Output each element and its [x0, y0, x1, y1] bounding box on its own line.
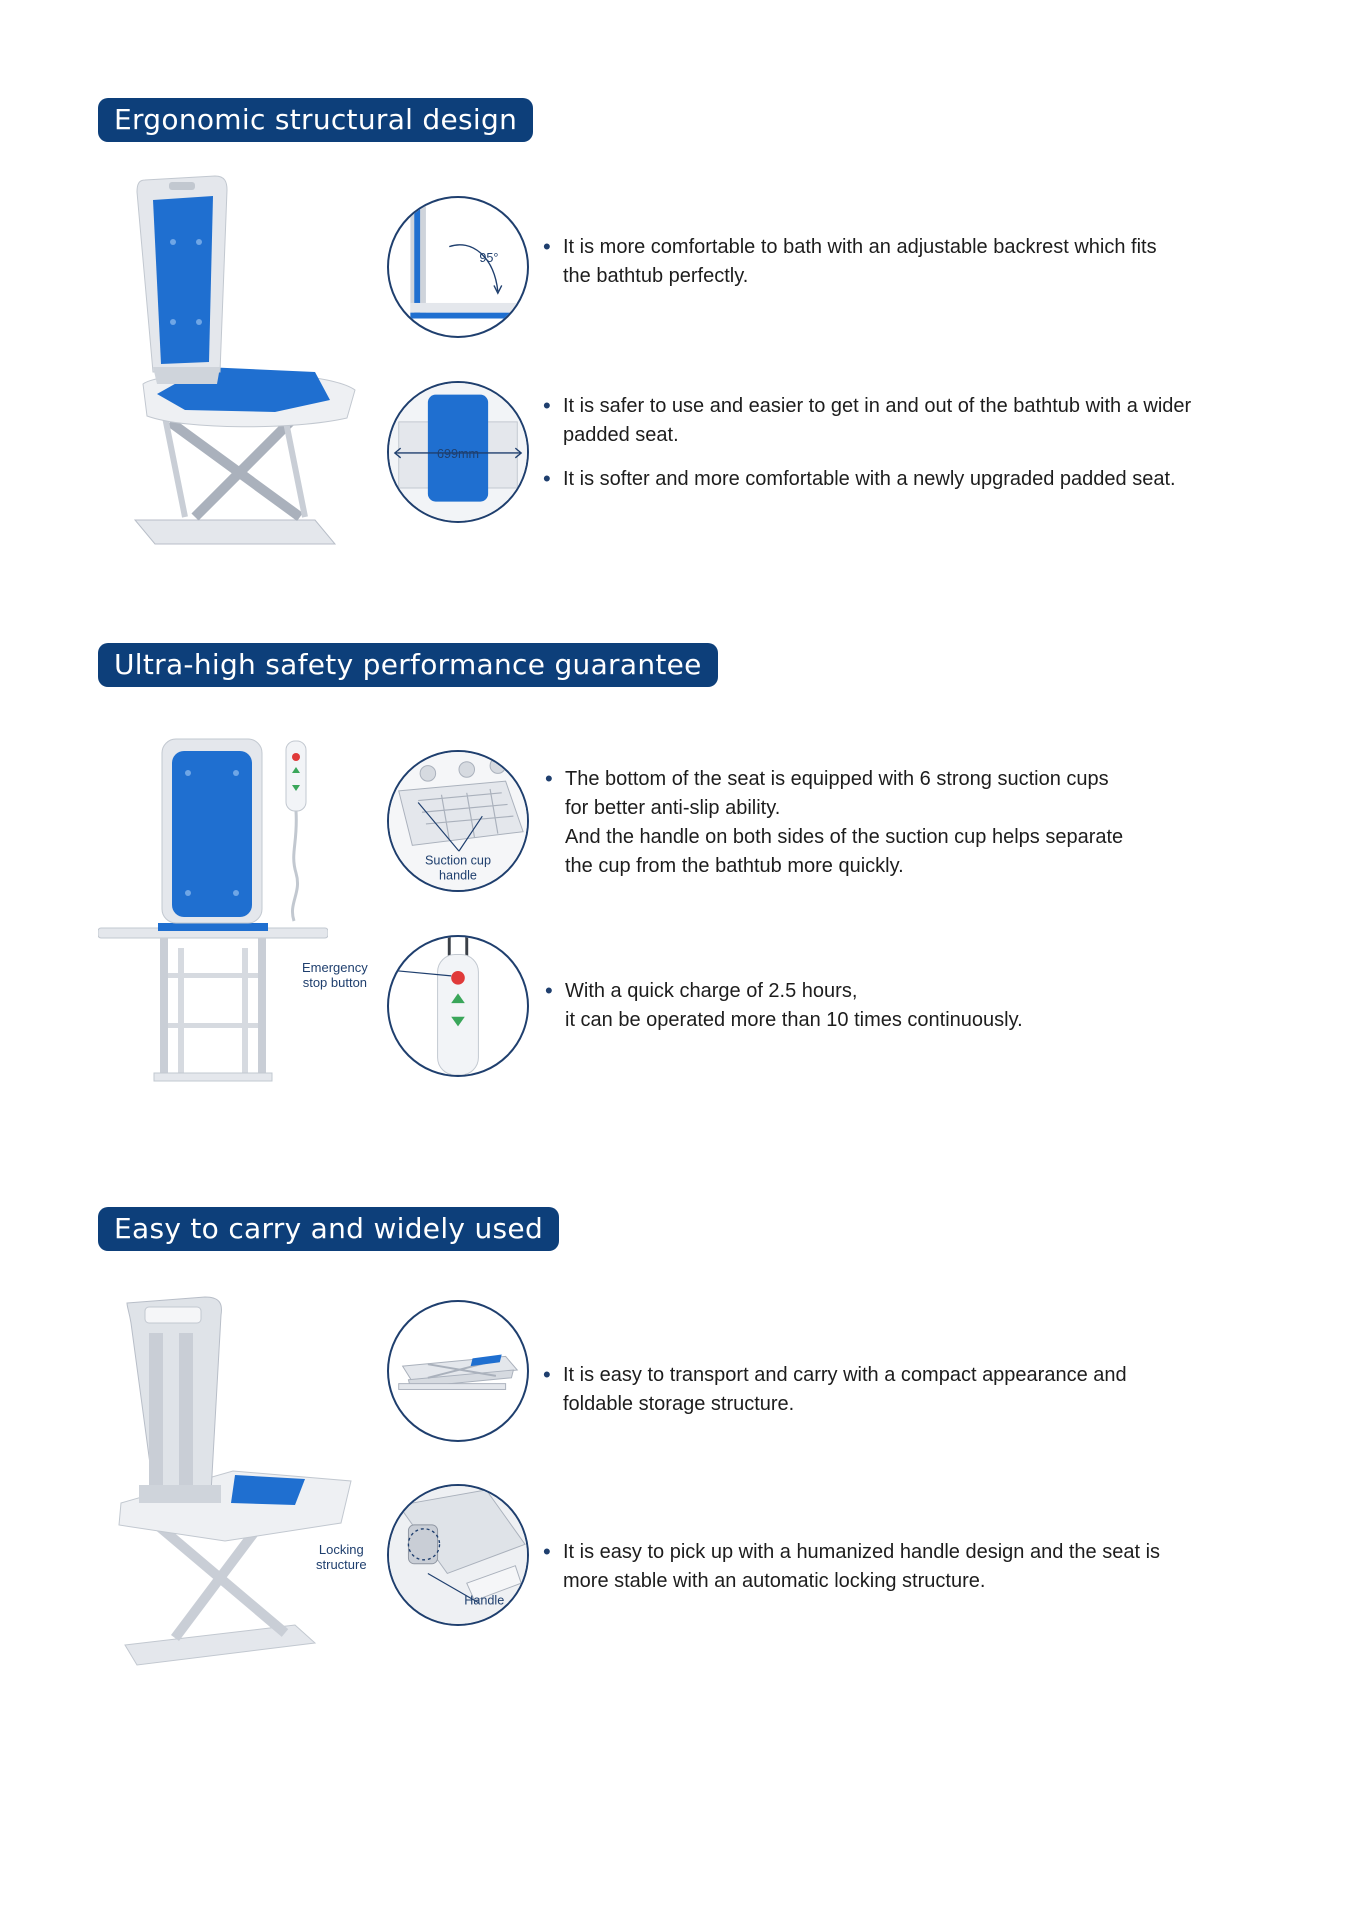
bath-lift-chair-side-image [125, 172, 360, 552]
feature-bullet: • It is softer and more comfortable with a newly upgraded padded seat. [543, 465, 1303, 494]
feature-bullet: • It is easy to transport and carry with a compact appearance and foldable storage structure. [543, 1361, 1303, 1419]
bath-lift-chair-front-image [98, 733, 328, 1085]
seat-width-detail-circle [387, 381, 529, 523]
feature-list-suction [545, 765, 1285, 896]
feature-bullet: • It is more comfortable to bath with an adjustable backrest which fits the bathtub perfectly. [543, 233, 1283, 291]
emergency-stop-callout: Emergency stop button [302, 960, 368, 990]
width-label: 699mm [436, 446, 480, 461]
feature-list-backrest [543, 233, 1283, 306]
feature-list-portable [543, 1361, 1303, 1434]
section-title-safety: Ultra-high safety performance guarantee [98, 643, 718, 687]
feature-bullet: • It is safer to use and easier to get in and out of the bathtub with a wider padded seat. [543, 392, 1303, 450]
backrest-angle-detail-circle [387, 196, 529, 338]
feature-bullet: • It is easy to pick up with a humanized handle design and the seat is more stable with an automatic locking structure. [543, 1538, 1303, 1596]
handle-label: Handle [464, 1593, 505, 1608]
handle-lock-detail-circle [387, 1484, 529, 1626]
feature-bullet: • With a quick charge of 2.5 hours, it can be operated more than 10 times continuously. [545, 977, 1285, 1035]
suction-cup-label-line2: handle [439, 868, 477, 883]
locking-structure-callout: Locking structure [316, 1542, 367, 1572]
feature-list-seat [543, 392, 1303, 509]
section-title-ergonomic: Ergonomic structural design [98, 98, 533, 142]
suction-cup-label-line1: Suction cup [425, 853, 491, 868]
feature-list-handle [543, 1538, 1303, 1611]
folded-chair-detail-circle [387, 1300, 529, 1442]
angle-label: 95° [479, 251, 499, 266]
bath-lift-chair-rear-image [115, 1293, 355, 1673]
feature-bullet: • The bottom of the seat is equipped with 6 strong suction cups for better anti-slip ability. And the handle on both sides of the suction cup helps separate the cup from the bathtub more quickly. [545, 765, 1285, 881]
feature-list-charge [545, 977, 1285, 1050]
section-title-portable: Easy to carry and widely used [98, 1207, 559, 1251]
remote-control-detail-circle [387, 935, 529, 1077]
suction-cups-detail-circle [387, 750, 529, 892]
